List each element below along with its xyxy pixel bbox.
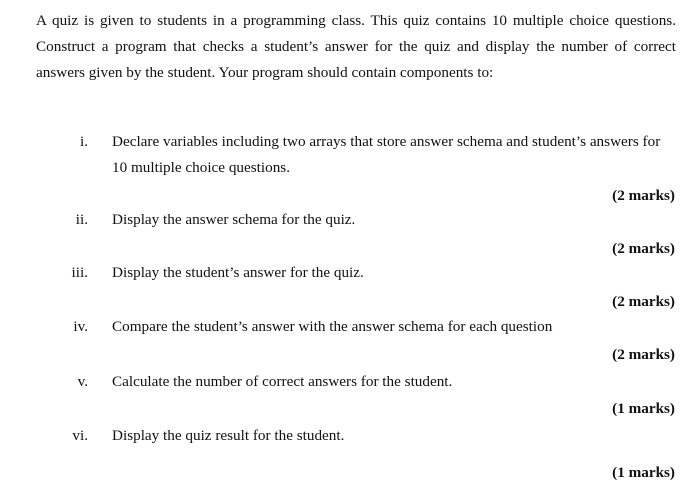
item-number: iv. [73, 318, 88, 335]
item-number: iii. [71, 264, 88, 281]
item-text: Display the student’s answer for the quiz. [112, 264, 364, 281]
item-text: Compare the student’s answer with the answer schema for each question [112, 318, 553, 335]
item-marks: (1 marks) [612, 400, 675, 417]
item-marks: (2 marks) [612, 346, 675, 363]
item-marks: (2 marks) [612, 187, 675, 204]
item-text: Declare variables including two arrays that store answer schema and student’s answers for 10 multiple choice questions. [112, 133, 661, 176]
item-marks: (2 marks) [612, 240, 675, 257]
item-number: ii. [75, 211, 88, 228]
item-text: Display the quiz result for the student. [112, 427, 345, 444]
item-number: v. [77, 373, 88, 390]
item-marks: (2 marks) [612, 293, 675, 310]
item-text: Display the answer schema for the quiz. [112, 211, 356, 228]
item-number: vi. [72, 427, 88, 444]
question-intro: A quiz is given to students in a programming class. This quiz contains 10 multiple choice questions. Construct a program that checks a student’s answer for the quiz and display the number of correct answers given by the student. Your program should contain components to: [36, 12, 676, 81]
item-marks: (1 marks) [612, 464, 675, 481]
item-number: i. [79, 133, 88, 150]
item-text: Calculate the number of correct answers for the student. [112, 373, 453, 390]
